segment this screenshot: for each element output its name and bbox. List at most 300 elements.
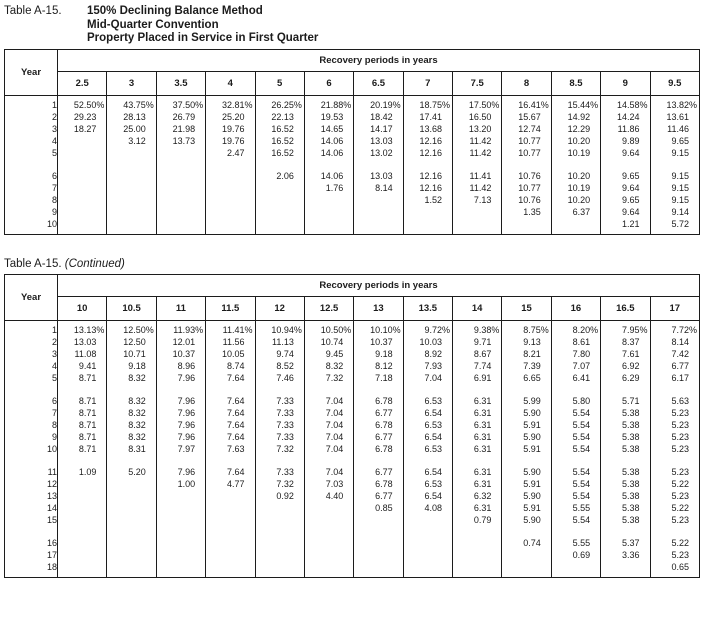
- value-number: [256, 373, 304, 383]
- value-cell: [206, 431, 255, 443]
- percent-sign: %: [244, 325, 253, 335]
- gap-cell: [453, 159, 502, 170]
- value-number: [354, 183, 402, 193]
- value-number: [305, 396, 353, 406]
- value-cell: [403, 478, 452, 490]
- value-number: [601, 124, 649, 134]
- value-text: 17.41: [419, 111, 442, 122]
- value-number: [651, 479, 700, 489]
- value-cell: [354, 348, 403, 360]
- end-cell: [156, 573, 205, 578]
- value-text: 8.71: [78, 396, 97, 406]
- value-cell: [403, 490, 452, 502]
- value-cell: [403, 502, 452, 514]
- value-number: [552, 325, 600, 335]
- value-cell: [255, 537, 304, 549]
- value-cell: [601, 206, 650, 218]
- value-text: 29.23: [73, 111, 97, 122]
- value-cell: [650, 478, 700, 490]
- value-cell: [304, 419, 353, 431]
- value-number: [305, 124, 353, 134]
- end-cell: [206, 573, 255, 578]
- value-number: [502, 503, 550, 513]
- value-cell: [403, 395, 452, 407]
- value-cell: [502, 170, 551, 182]
- value-cell: [601, 407, 650, 419]
- value-text: 9.14: [671, 206, 689, 217]
- value-cell: [551, 182, 600, 194]
- value-number: [552, 124, 600, 134]
- value-text: 5.23: [671, 432, 689, 442]
- table-end-padding-row: [5, 573, 700, 578]
- value-cell: [107, 490, 156, 502]
- value-cell: [107, 321, 156, 337]
- value-cell: [107, 218, 156, 230]
- percent-sign: %: [442, 99, 451, 110]
- value-cell: [502, 514, 551, 526]
- value-cell: [354, 502, 403, 514]
- year-cell: 10: [46, 444, 57, 454]
- value-cell: [58, 218, 107, 230]
- value-cell: [58, 206, 107, 218]
- value-cell: [650, 502, 700, 514]
- value-text: 7.96: [177, 467, 196, 477]
- value-number: [58, 100, 106, 110]
- value-cell: [58, 431, 107, 443]
- gap-cell: [551, 526, 600, 537]
- value-text: 6.31: [473, 444, 492, 454]
- value-text: 5.23: [671, 420, 689, 430]
- value-text: 6.77: [375, 408, 393, 418]
- value-number: [453, 479, 501, 489]
- value-cell: [650, 407, 700, 419]
- value-number: [552, 148, 600, 158]
- value-cell: [304, 321, 353, 337]
- value-text: 5.23: [671, 444, 689, 454]
- value-cell: [403, 123, 452, 135]
- value-text: 0.65: [671, 562, 689, 572]
- end-cell: [403, 230, 452, 235]
- value-number: [552, 538, 600, 548]
- col-header-10: 10: [58, 297, 107, 321]
- year-cell: 7: [51, 182, 57, 193]
- value-cell: [58, 549, 107, 561]
- value-cell: [601, 336, 650, 348]
- end-cell: [601, 573, 650, 578]
- value-number: [58, 396, 106, 406]
- col-header-10.5: 10.5: [107, 297, 156, 321]
- value-cell: [551, 395, 600, 407]
- gap-cell: [58, 526, 107, 537]
- value-cell: [58, 135, 107, 147]
- value-cell: [107, 111, 156, 123]
- value-text: 10.94: [271, 325, 294, 335]
- value-cell: [502, 561, 551, 573]
- value-number: [453, 112, 501, 122]
- end-cell: [5, 573, 58, 578]
- value-cell: [255, 407, 304, 419]
- value-text: 8.67: [473, 349, 492, 359]
- table-2-caption: [4, 258, 700, 272]
- value-number: [206, 112, 254, 122]
- value-text: 7.03: [325, 479, 344, 489]
- value-number: [502, 538, 550, 548]
- value-text: 7.97: [177, 444, 196, 454]
- value-number: [502, 432, 550, 442]
- value-number: [502, 148, 550, 158]
- gap-cell: [551, 159, 600, 170]
- value-text: 14.92: [567, 111, 591, 122]
- value-cell: [403, 561, 452, 573]
- value-number: [206, 100, 254, 110]
- value-text: 9.64: [621, 147, 640, 158]
- value-cell: [551, 514, 600, 526]
- value-text: 4.77: [226, 479, 245, 489]
- value-text: 6.53: [424, 444, 442, 454]
- value-cell: [206, 443, 255, 455]
- value-cell: [206, 135, 255, 147]
- table-end-padding-row: [5, 230, 700, 235]
- value-cell: [403, 321, 452, 337]
- value-text: 8.32: [128, 420, 146, 430]
- value-cell: [650, 194, 700, 206]
- value-text: 10.20: [567, 170, 591, 181]
- gap-cell: [650, 526, 700, 537]
- col-header-17: 17: [650, 297, 700, 321]
- col-header-16.5: 16.5: [601, 297, 650, 321]
- value-cell: [502, 321, 551, 337]
- table-row: [5, 490, 700, 502]
- value-cell: [107, 443, 156, 455]
- col-header-3: 3: [107, 71, 156, 95]
- value-cell: [650, 561, 700, 573]
- value-cell: [255, 431, 304, 443]
- value-cell: [156, 123, 205, 135]
- gap-cell: [403, 384, 452, 395]
- value-cell: [255, 182, 304, 194]
- col-header-12.5: 12.5: [304, 297, 353, 321]
- value-number: [354, 503, 402, 513]
- value-number: [502, 183, 550, 193]
- value-cell: [107, 194, 156, 206]
- year-cell: 3: [51, 123, 57, 134]
- value-text: 6.53: [424, 396, 442, 406]
- value-text: 10.37: [370, 337, 393, 347]
- value-text: 5.23: [671, 491, 689, 501]
- value-cell: [354, 336, 403, 348]
- value-number: [404, 195, 452, 205]
- value-cell: [304, 490, 353, 502]
- value-number: [453, 373, 501, 383]
- value-text: 9.72: [424, 325, 442, 335]
- value-number: [404, 136, 452, 146]
- value-cell: [156, 111, 205, 123]
- table-row: [5, 111, 700, 123]
- value-text: 14.24: [616, 111, 640, 122]
- gap-cell: [206, 384, 255, 395]
- value-cell: [354, 321, 403, 337]
- value-text: 9.13: [523, 337, 541, 347]
- value-number: [651, 112, 700, 122]
- value-cell: [354, 549, 403, 561]
- value-number: [107, 361, 155, 371]
- value-number: [58, 112, 106, 122]
- value-number: [107, 373, 155, 383]
- value-text: 7.96: [177, 373, 196, 383]
- value-cell: [502, 111, 551, 123]
- value-text: 7.18: [375, 373, 393, 383]
- value-text: 6.54: [424, 467, 442, 477]
- value-cell: [107, 360, 156, 372]
- value-text: 12.16: [419, 135, 442, 146]
- value-number: [404, 148, 452, 158]
- value-text: 9.38: [473, 325, 492, 335]
- value-text: 32.81: [221, 99, 245, 110]
- value-cell: [255, 443, 304, 455]
- value-number: [453, 349, 501, 359]
- year-cell: 6: [51, 170, 57, 181]
- gap-cell: [255, 526, 304, 537]
- value-text: 6.31: [473, 432, 492, 442]
- gap-cell: [453, 526, 502, 537]
- value-text: 7.04: [325, 396, 344, 406]
- year-cell: 12: [46, 479, 57, 489]
- value-text: 9.65: [621, 170, 640, 181]
- table-row: [5, 537, 700, 549]
- value-text: 11.08: [74, 349, 97, 359]
- value-text: 7.46: [276, 373, 294, 383]
- group-gap-row: [5, 159, 700, 170]
- value-text: 11.41: [222, 325, 245, 335]
- value-number: [107, 100, 155, 110]
- table-row: [5, 502, 700, 514]
- value-cell: [206, 194, 255, 206]
- value-text: 1.00: [177, 479, 196, 489]
- value-cell: [502, 431, 551, 443]
- value-number: [552, 112, 600, 122]
- value-cell: [206, 561, 255, 573]
- value-text: 10.20: [567, 194, 591, 205]
- value-text: 6.77: [375, 491, 393, 501]
- value-cell: [255, 95, 304, 111]
- value-cell: [255, 321, 304, 337]
- value-number: [601, 515, 649, 525]
- value-text: 5.23: [671, 408, 689, 418]
- value-cell: [453, 407, 502, 419]
- value-text: 5.38: [621, 432, 640, 442]
- value-text: 8.74: [226, 361, 245, 371]
- value-number: [453, 136, 501, 146]
- value-cell: [453, 490, 502, 502]
- value-number: [107, 349, 155, 359]
- col-header-8: 8: [502, 71, 551, 95]
- value-cell: [58, 419, 107, 431]
- value-number: [404, 479, 452, 489]
- value-number: [502, 361, 550, 371]
- value-cell: [304, 147, 353, 159]
- value-number: [651, 515, 700, 525]
- value-number: [404, 361, 452, 371]
- value-number: [453, 171, 501, 181]
- value-text: 9.45: [325, 349, 344, 359]
- year-cell: 6: [51, 396, 57, 406]
- col-header-6.5: 6.5: [354, 71, 403, 95]
- gap-cell: [650, 455, 700, 466]
- value-cell: [58, 537, 107, 549]
- value-number: [601, 373, 649, 383]
- value-text: 8.32: [128, 408, 146, 418]
- value-number: [404, 171, 452, 181]
- value-number: [256, 136, 304, 146]
- value-number: [601, 444, 649, 454]
- value-cell: [453, 360, 502, 372]
- value-text: 12.16: [419, 170, 442, 181]
- value-text: 19.53: [320, 111, 344, 122]
- value-number: [601, 396, 649, 406]
- value-cell: [502, 348, 551, 360]
- gap-cell: [650, 384, 700, 395]
- year-column-header: Year: [5, 275, 58, 321]
- value-cell: [601, 395, 650, 407]
- value-cell: [453, 537, 502, 549]
- value-number: [354, 112, 402, 122]
- gap-cell: [551, 455, 600, 466]
- value-number: [601, 183, 649, 193]
- value-text: 6.37: [572, 206, 591, 217]
- value-text: 6.17: [671, 373, 689, 383]
- value-number: [206, 349, 254, 359]
- value-number: [305, 373, 353, 383]
- value-text: 17.50: [468, 99, 492, 110]
- value-cell: [107, 537, 156, 549]
- value-number: [502, 396, 550, 406]
- value-cell: [304, 170, 353, 182]
- value-number: [552, 396, 600, 406]
- value-number: [157, 136, 205, 146]
- gap-cell: [304, 455, 353, 466]
- value-cell: [354, 123, 403, 135]
- value-cell: [403, 419, 452, 431]
- gap-cell: [354, 384, 403, 395]
- value-cell: [156, 147, 205, 159]
- year-cell: 5: [51, 147, 57, 158]
- value-number: [305, 432, 353, 442]
- value-cell: [502, 478, 551, 490]
- value-number: [157, 373, 205, 383]
- year-cell: 9: [51, 206, 57, 217]
- value-number: [305, 112, 353, 122]
- value-cell: [403, 372, 452, 384]
- value-cell: [206, 490, 255, 502]
- value-number: [552, 408, 600, 418]
- value-number: [206, 361, 254, 371]
- value-number: [651, 148, 700, 158]
- value-number: [354, 491, 402, 501]
- value-cell: [601, 111, 650, 123]
- value-text: 8.71: [78, 408, 97, 418]
- value-number: [157, 124, 205, 134]
- year-column-header: Year: [5, 49, 58, 95]
- value-cell: [156, 407, 205, 419]
- value-number: [601, 148, 649, 158]
- value-cell: [403, 466, 452, 478]
- gap-cell: [502, 384, 551, 395]
- table-1-label: Table A-15.: [4, 5, 62, 17]
- end-cell: [551, 230, 600, 235]
- value-number: [552, 337, 600, 347]
- value-cell: [453, 514, 502, 526]
- value-cell: [502, 372, 551, 384]
- value-text: 11.86: [617, 123, 640, 134]
- percent-sign: %: [293, 99, 302, 110]
- value-cell: [206, 123, 255, 135]
- value-cell: [107, 549, 156, 561]
- value-cell: [453, 443, 502, 455]
- value-text: 7.39: [523, 361, 541, 371]
- value-number: [651, 444, 700, 454]
- value-text: 13.02: [370, 147, 393, 158]
- value-text: 8.31: [128, 444, 146, 454]
- value-text: 26.25: [271, 99, 294, 110]
- value-text: 8.71: [78, 444, 97, 454]
- gap-cell: [156, 526, 205, 537]
- table-row: [5, 348, 700, 360]
- value-number: [404, 432, 452, 442]
- value-cell: [354, 407, 403, 419]
- value-cell: [403, 549, 452, 561]
- value-cell: [304, 514, 353, 526]
- value-cell: [206, 321, 255, 337]
- value-number: [157, 467, 205, 477]
- value-cell: [156, 321, 205, 337]
- value-text: 10.77: [518, 135, 541, 146]
- value-number: [651, 491, 700, 501]
- value-number: [651, 207, 700, 217]
- value-cell: [403, 218, 452, 230]
- value-number: [601, 467, 649, 477]
- value-cell: [601, 170, 650, 182]
- value-text: 9.64: [621, 182, 640, 193]
- gap-cell: [107, 384, 156, 395]
- value-cell: [601, 147, 650, 159]
- value-text: 5.54: [572, 479, 591, 489]
- value-cell: [58, 336, 107, 348]
- value-cell: [650, 360, 700, 372]
- value-cell: [551, 218, 600, 230]
- value-text: 10.05: [221, 349, 245, 359]
- end-cell: [354, 573, 403, 578]
- value-number: [305, 361, 353, 371]
- value-text: 7.04: [424, 373, 442, 383]
- value-cell: [255, 478, 304, 490]
- table-row: [5, 147, 700, 159]
- gap-cell: [601, 455, 650, 466]
- value-cell: [601, 490, 650, 502]
- col-header-8.5: 8.5: [551, 71, 600, 95]
- value-cell: [403, 348, 452, 360]
- year-cell: 10: [46, 218, 57, 229]
- value-cell: [403, 170, 452, 182]
- value-text: 16.52: [271, 135, 294, 146]
- value-cell: [551, 478, 600, 490]
- value-number: [107, 396, 155, 406]
- value-text: 7.80: [572, 349, 591, 359]
- value-cell: [551, 443, 600, 455]
- value-number: [305, 420, 353, 430]
- value-cell: [551, 348, 600, 360]
- value-cell: [650, 395, 700, 407]
- value-text: 13.68: [419, 123, 442, 134]
